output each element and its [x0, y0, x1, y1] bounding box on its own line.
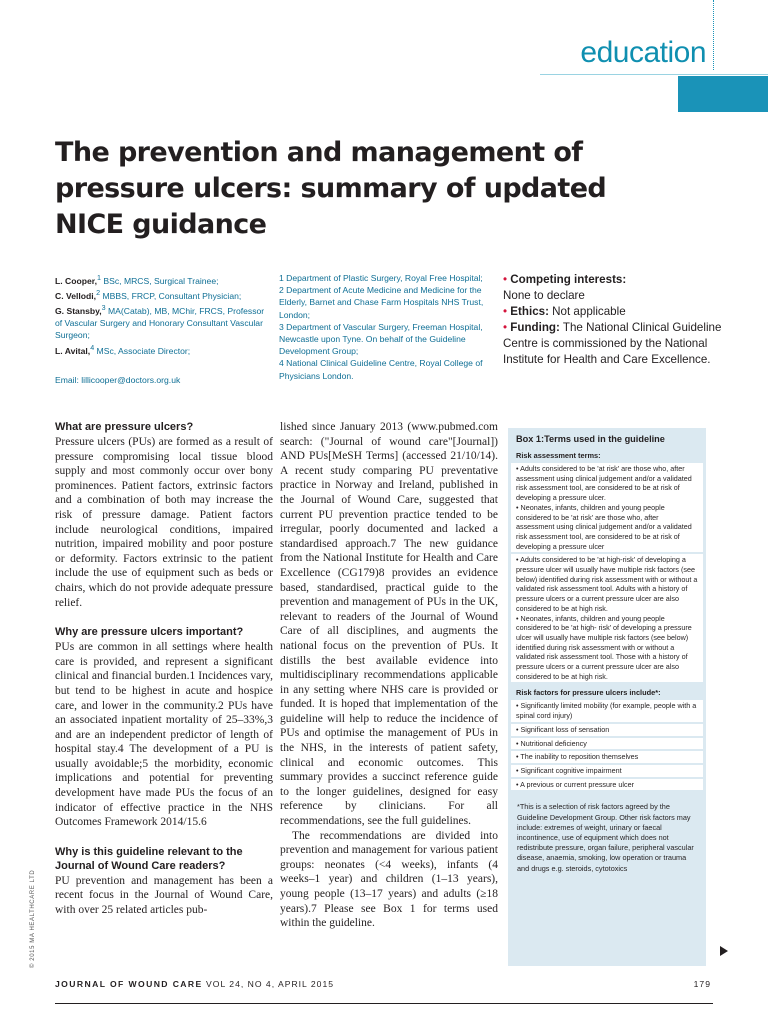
- author-item: C. Vellodi,$^2$ MBBS, FRCP, Consultant Physician;: [55, 289, 242, 301]
- box-item: • Significantly limited mobility (for example, people with a spinal cord injury): [511, 700, 703, 721]
- article-title: The prevention and management of pressure ulcers: summary of updated NICE guidance: [55, 137, 607, 240]
- page-number: 179: [693, 979, 711, 989]
- declarations: [503, 272, 733, 368]
- author-email[interactable]: Email: lillicooper@doctors.org.uk: [55, 375, 181, 385]
- box-item: • A previous or current pressure ulcer: [511, 779, 703, 791]
- section-heading: What are pressure ulcers?: [55, 421, 194, 433]
- box-subheading: Risk factors for pressure ulcers include*:: [516, 688, 661, 698]
- author-item: L. Avital,$^4$ MSc, Associate Director;: [55, 343, 191, 356]
- affiliation-item: 2 Department of Acute Medicine and Medicine for the Elderly, Barnet and Chase Farm Hospitals NHS Trust, London;: [279, 285, 484, 320]
- paragraph: PU prevention and management has been a recent focus in the Journal of Wound Care, with over 25 related articles pub-: [55, 874, 273, 917]
- box-item: • Adults considered to be 'at high-risk' of developing a pressure ulcer will usually have multiple risk factors (see below) identified during risk assessment with or without a validated risk assessment tool. Adults with a history of pressure ulcers or a current pressure ulcer are also considered to be at high risk. • Neonates, infants, children and young people considered to be 'at high- risk' of developing a pressure ulcer will usually have multiple risk factors (see below) identified during risk assessment with or without a validated risk assessment tool. Those with a history of pressure ulcers or a current pressure ulcer are also considered to be at high risk.: [511, 554, 703, 682]
- paragraph: lished since January 2013 (www.pubmed.com search: ("Journal of wound care"[Journal]) AND PUs[MeSH Terms] (accessed 21/10/14). A recent study comparing PU preventative practice in Norway and Ireland, published in the Journal of Wound Care, suggested that current PU prevention practice tended to be irregular, poorly documented and lacked a standardised approach.7 The new guidance from the National Institute for Health and Care Excellence (CG179)8 provides an evidence based, standardised, practical guide to the prevention and management of PUs in the UK, relevant to readers of the Journal of Wound Care of all disciplines, and augments the national focus on the prevention of PUs. It distills the best available evidence into multidisciplinary recommendations applicable in any setting where NHS care is provided or funded. It is hoped that implementation of the guideline will help to reduce the incidence of PUs and optimise the management of PUs in the NHS, in the interests of patient safety, clinical and economic outcomes. This summary provides a succinct reference guide to the longer guidelines, designed for easy reference by clinicians. For all recommendations, see the full guidelines.: [280, 421, 498, 828]
- competing-interests: • Competing interests:: [503, 273, 627, 286]
- paragraph: Pressure ulcers (PUs) are formed as a result of pressure compromising local tissue blood supply and most commonly occur over bony prominences. Patient factors, extrinsic factors and a combination of both may increase the risk of pressure damage. Patient factors include neurological conditions, impaired nutrition, impaired mobility and poor posture or deformity. Factors extrinsic to the patient include the use of equipment such as beds or chairs, which do not provide adequate pressure relief.: [55, 436, 273, 609]
- competing-interests-value: None to declare: [503, 289, 585, 302]
- affiliation-item: 4 National Clinical Guideline Centre, Royal College of Physicians London.: [279, 358, 483, 381]
- author-item: G. Stansby,$^3$ MA(Catab), MB, MChir, FRCS, Professor of Vascular Surgery and Honorary Consultant Vascular Surgeon;: [55, 304, 265, 341]
- red-bullet-icon: •: [503, 321, 508, 334]
- header-dotted-rule: [713, 0, 714, 70]
- paragraph: The recommendations are divided into prevention and management for various patient groups: neonates (<4 weeks), infants (4 weeks–1 year) and children (1–13 years), young people (13–17 years) and adults (≥18 years).7 Please see Box 1 for terms used within the guideline.: [280, 829, 498, 930]
- body-column-1: [55, 420, 273, 933]
- affiliation-list: [279, 272, 494, 382]
- affiliation-item: 1 Department of Plastic Surgery, Royal Free Hospital;: [279, 273, 483, 283]
- ethics: • Ethics: Not applicable: [503, 305, 626, 318]
- copyright-text: © 2015 MA HEALTHCARE LTD: [30, 869, 36, 968]
- box-item: • Nutritional deficiency: [511, 738, 703, 750]
- box-subheading: Risk assessment terms:: [516, 451, 601, 460]
- section-heading: Why is this guideline relevant to the Journal of Wound Care readers?: [55, 845, 243, 872]
- section-heading: Why are pressure ulcers important?: [55, 626, 244, 639]
- red-bullet-icon: •: [503, 273, 508, 286]
- box-item: • The inability to reposition themselves: [511, 751, 703, 763]
- section-color-block: [678, 76, 768, 112]
- box-item: • Significant cognitive impairment: [511, 765, 703, 777]
- continue-arrow-icon: [720, 946, 728, 956]
- box-item: • Significant loss of sensation: [511, 724, 703, 736]
- body-column-2: [280, 420, 498, 931]
- footer-rule: [55, 1003, 713, 1004]
- box-title: Box 1:Terms used in the guideline: [516, 434, 665, 444]
- footer-journal: JOURNAL OF WOUND CARE VOL 24, NO 4, APRIL 2015: [55, 979, 335, 989]
- box-footnote: *This is a selection of risk factors agreed by the Guideline Development Group. Other risk factors may include: extremes of weight, urinary or faecal incontinence, use of equipment which does not redistribute pressure, organ failure, peripheral vascular disease, anaemia, smoking, low operation or trauma and drugs e.g. steroids, cytotoxics: [517, 802, 694, 873]
- box-1-terms: [508, 428, 706, 966]
- author-list: [55, 272, 270, 357]
- funding: • Funding: The National Clinical Guideline Centre is commissioned by the National Institute for Health and Care Excellence.: [503, 321, 722, 366]
- red-bullet-icon: •: [503, 305, 508, 318]
- section-rule: [540, 74, 768, 75]
- section-label: education: [580, 36, 706, 69]
- author-item: L. Cooper,$^1$ BSc, MRCS, Surgical Trainee;: [55, 274, 219, 286]
- paragraph: PUs are common in all settings where health care is provided, and represent a significant clinical and financial burden.1 Incidences vary, but tend to be highest in acute and hospice care, and lower in the community.2 PUs have an associated inpatient mortality of 25–33%,3 and are an independent predictor of length of hospital stay.4 The development of a PU is usually avoidable;5 the morbidity, economic implications and potential for preventing development have made PUs the focus of an indicator of effective practice in the NHS Outcomes Framework 2014/15.6: [55, 641, 273, 829]
- affiliation-item: 3 Department of Vascular Surgery, Freeman Hospital, Newcastle upon Tyne. On behalf of the Guideline Development Group;: [279, 321, 483, 357]
- box-item: • Adults considered to be 'at risk' are those who, after assessment using clinical judgement and/or a validated risk assessment tool, are considered to be at risk of developing a pressure ulcer. • Neonates, infants, children and young people considered to be 'at risk' are those who, after assessment using clinical judgement and/or a validated risk assessment tool, are considered to be at risk of developing a pressure ulcer: [511, 463, 703, 552]
